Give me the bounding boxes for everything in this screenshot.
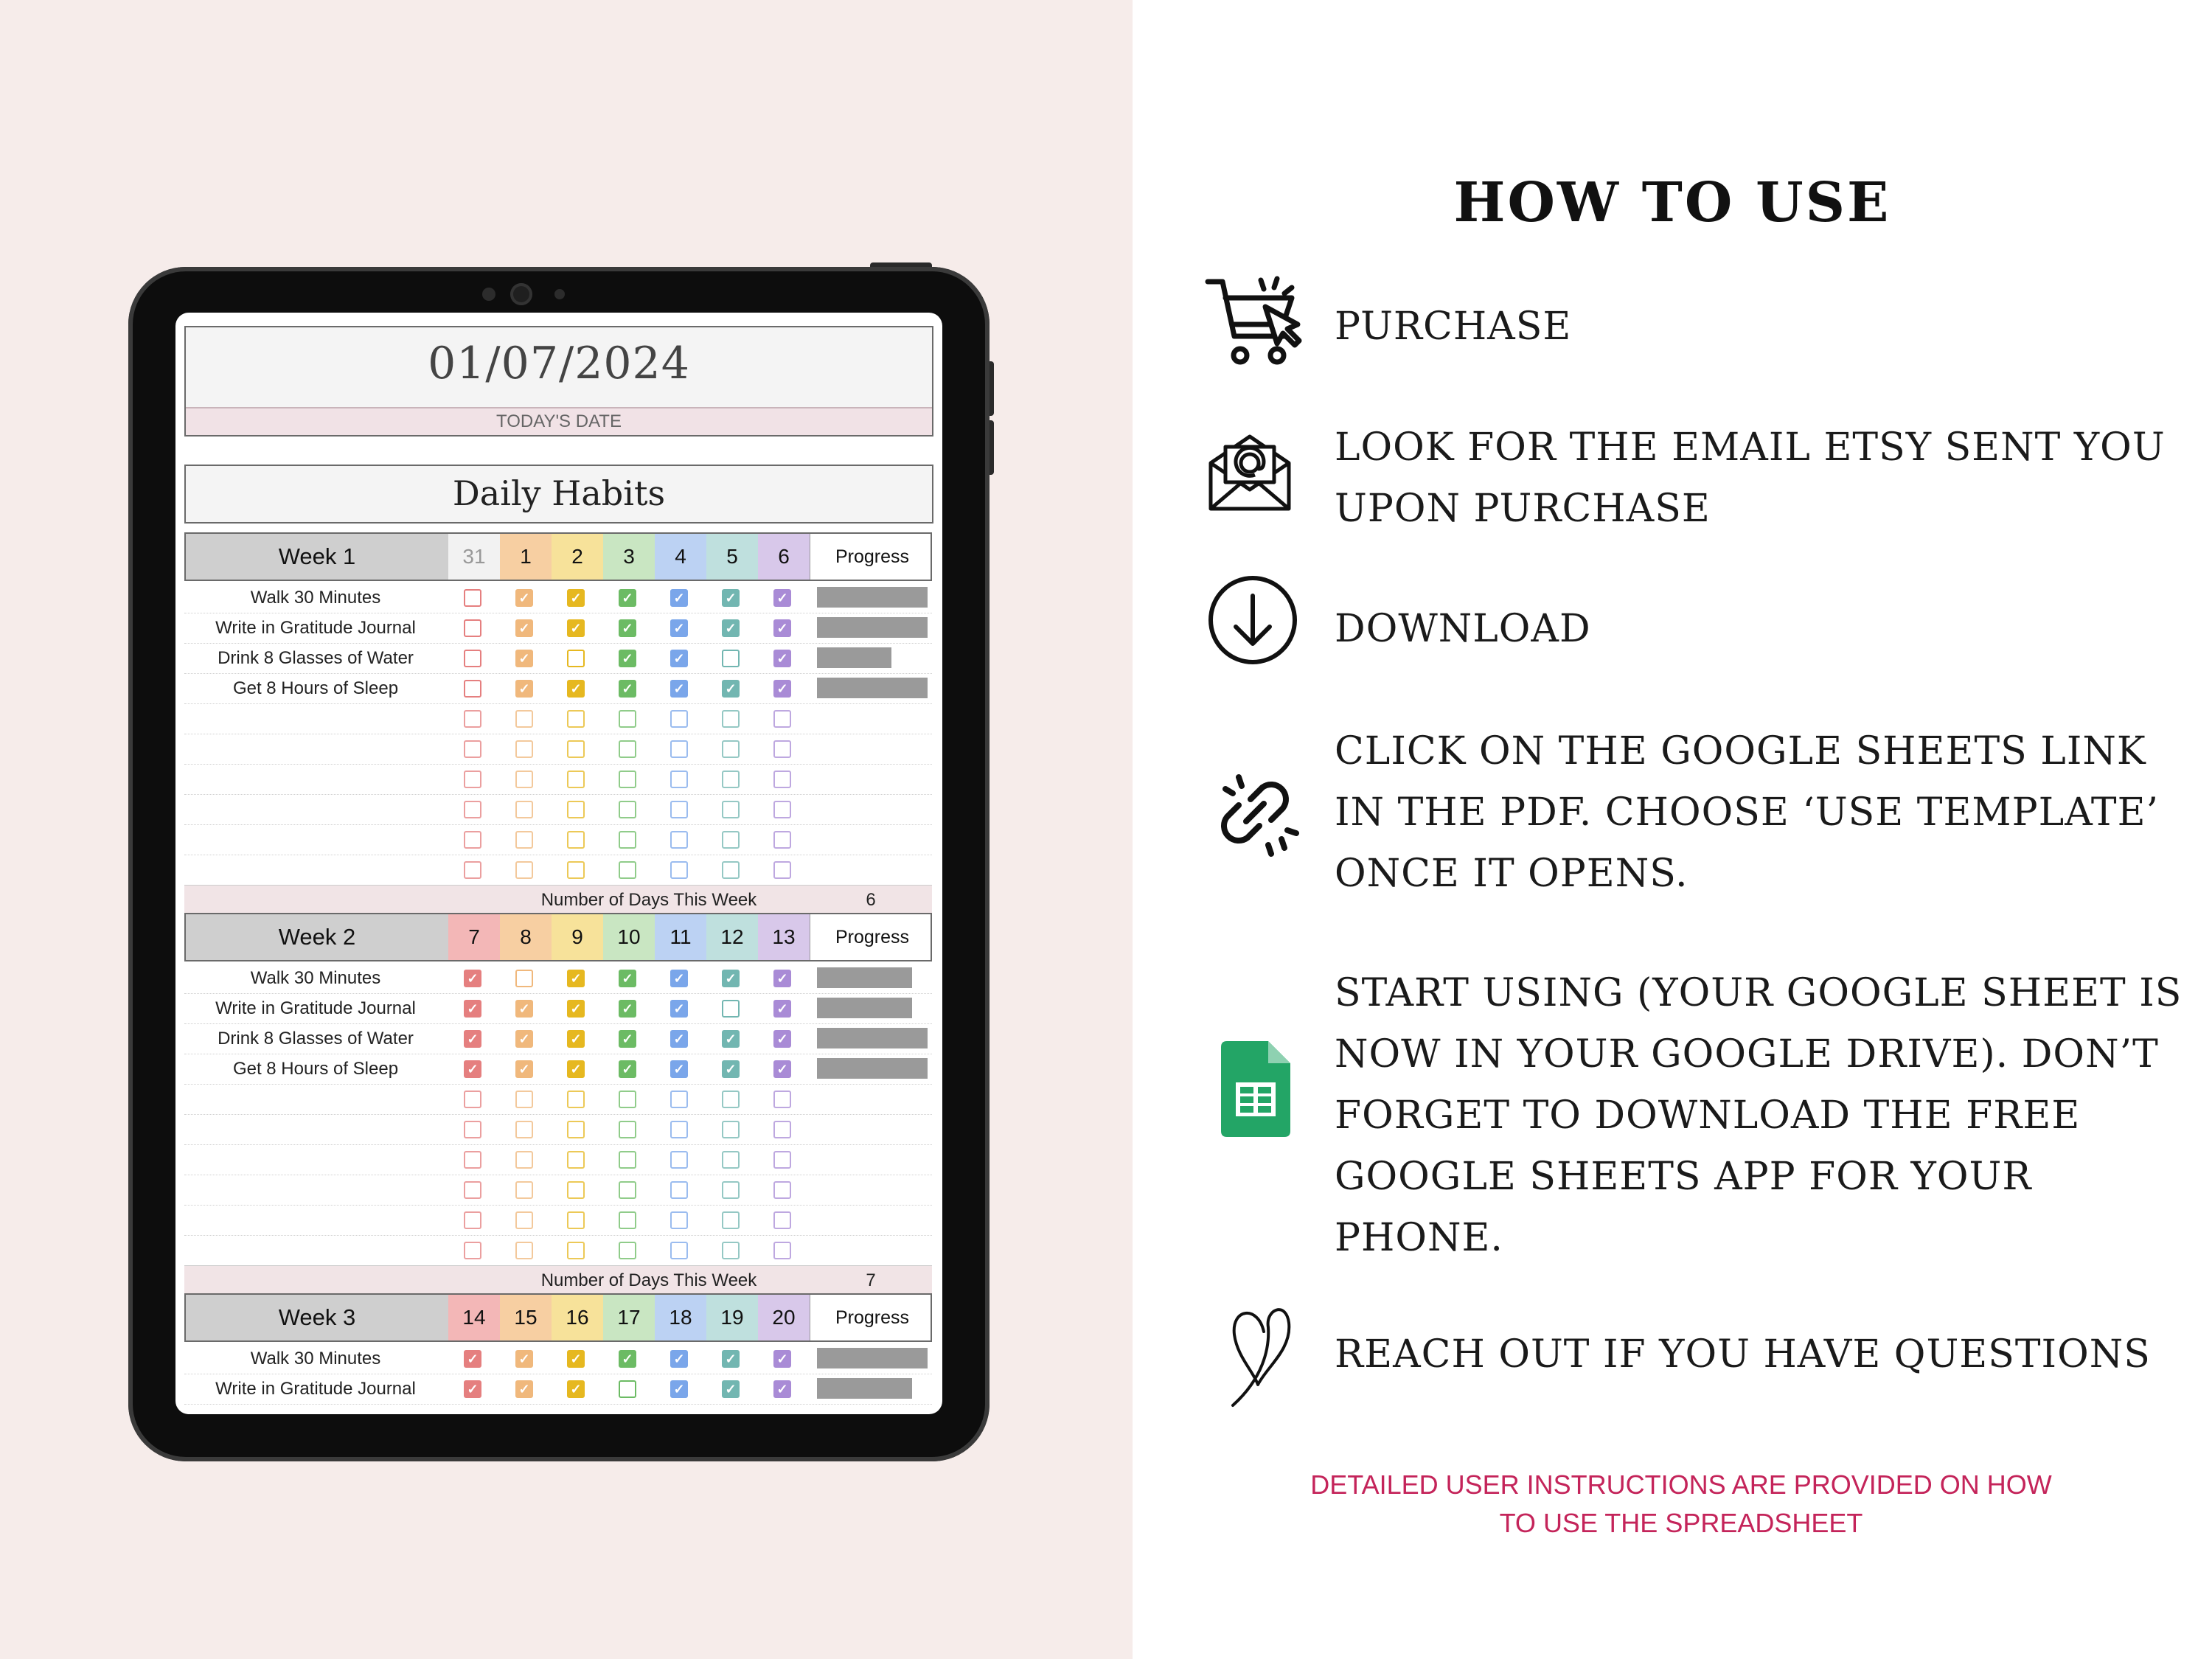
checkbox[interactable] — [464, 1211, 481, 1229]
habit-name[interactable]: Write in Gratitude Journal — [215, 1379, 416, 1399]
step-text: REACH OUT IF YOU HAVE QUESTIONS — [1335, 1332, 2151, 1377]
checkbox-checked[interactable]: ✓ — [464, 1030, 481, 1048]
checkbox[interactable] — [567, 801, 585, 818]
checkbox[interactable] — [722, 1151, 740, 1169]
checkbox[interactable] — [567, 1242, 585, 1259]
habit-row — [184, 993, 932, 1024]
checkbox-checked[interactable]: ✓ — [670, 1030, 688, 1048]
checkbox[interactable] — [773, 1242, 791, 1259]
checkbox-checked[interactable]: ✓ — [567, 1000, 585, 1018]
checkbox[interactable] — [619, 801, 636, 818]
checkbox-checked[interactable]: ✓ — [515, 619, 533, 637]
checkbox[interactable] — [515, 1121, 533, 1138]
checkbox[interactable] — [670, 861, 688, 879]
checkbox[interactable] — [464, 1181, 481, 1199]
habit-row — [184, 1175, 932, 1206]
link-icon — [1209, 767, 1301, 858]
checkbox-checked[interactable]: ✓ — [722, 1060, 740, 1078]
progress-bar — [817, 1378, 912, 1399]
habit-row — [184, 855, 932, 886]
habit-row — [184, 582, 932, 613]
checkbox[interactable] — [670, 710, 688, 728]
checkbox-checked[interactable]: ✓ — [515, 1000, 533, 1018]
checkbox-checked[interactable]: ✓ — [464, 1000, 481, 1018]
checkbox[interactable] — [619, 1151, 636, 1169]
week-header — [184, 532, 932, 581]
week-block — [184, 532, 932, 916]
step-text: LOOK FOR THE EMAIL ETSY SENT YOU UPON PURCHASE — [1335, 425, 2166, 531]
checkbox-checked[interactable]: ✓ — [722, 619, 740, 637]
checkbox[interactable] — [773, 861, 791, 879]
shopping-cart-icon — [1203, 273, 1312, 376]
checkbox-checked[interactable]: ✓ — [773, 1060, 791, 1078]
habit-row — [184, 703, 932, 734]
checkbox[interactable] — [670, 1181, 688, 1199]
day-header: 15 — [500, 1295, 552, 1340]
day-header: 17 — [603, 1295, 655, 1340]
checkbox[interactable] — [722, 1121, 740, 1138]
date-caption: TODAY'S DATE — [186, 407, 932, 435]
habit-name[interactable]: Walk 30 Minutes — [250, 588, 381, 608]
habit-row — [184, 613, 932, 644]
checkbox-checked[interactable]: ✓ — [567, 1060, 585, 1078]
checkbox-checked[interactable]: ✓ — [567, 680, 585, 698]
checkbox[interactable] — [567, 650, 585, 667]
week-label: Week 1 — [186, 534, 450, 580]
checkbox[interactable] — [515, 1211, 533, 1229]
day-header: 9 — [552, 914, 604, 960]
day-header: 14 — [448, 1295, 501, 1340]
day-header: 4 — [655, 534, 707, 580]
checkbox-checked[interactable]: ✓ — [567, 1350, 585, 1368]
todays-date[interactable]: 01/07/2024 — [428, 338, 690, 389]
checkbox[interactable] — [464, 861, 481, 879]
download-icon — [1206, 574, 1299, 667]
habit-row — [184, 1023, 932, 1054]
habit-row — [184, 643, 932, 674]
progress-bar — [817, 587, 928, 608]
checkbox[interactable] — [515, 740, 533, 758]
habit-row — [184, 1235, 932, 1266]
checkbox[interactable] — [722, 1181, 740, 1199]
checkbox-checked[interactable]: ✓ — [722, 1380, 740, 1398]
checkbox[interactable] — [773, 1151, 791, 1169]
checkbox-checked[interactable]: ✓ — [773, 619, 791, 637]
progress-bar — [817, 1348, 928, 1368]
progress-bar — [817, 678, 928, 698]
google-sheets-icon — [1221, 1041, 1290, 1137]
count-label: Number of Days This Week — [540, 890, 757, 910]
checkbox[interactable] — [773, 801, 791, 818]
count-value: 6 — [866, 890, 876, 910]
count-value: 7 — [866, 1270, 876, 1290]
camera-dot — [482, 288, 495, 301]
checkbox[interactable] — [670, 1151, 688, 1169]
checkbox-checked[interactable]: ✓ — [464, 970, 481, 987]
habit-row — [184, 734, 932, 765]
progress-bar — [817, 1028, 928, 1048]
checkbox[interactable] — [464, 831, 481, 849]
checkbox[interactable] — [722, 861, 740, 879]
checkbox[interactable] — [722, 650, 740, 667]
day-header: 2 — [552, 534, 604, 580]
camera-lens — [510, 283, 532, 305]
checkbox[interactable] — [515, 1091, 533, 1108]
habit-row — [184, 1144, 932, 1175]
checkbox[interactable] — [722, 1000, 740, 1018]
checkbox-checked[interactable]: ✓ — [773, 1000, 791, 1018]
checkbox[interactable] — [464, 771, 481, 788]
checkbox-checked[interactable]: ✓ — [722, 1350, 740, 1368]
spreadsheet-screen — [175, 313, 942, 1414]
checkbox[interactable] — [567, 1211, 585, 1229]
checkbox[interactable] — [722, 1091, 740, 1108]
habit-row — [184, 1084, 932, 1115]
checkbox-checked[interactable]: ✓ — [464, 1060, 481, 1078]
progress-header: Progress — [814, 914, 931, 960]
checkbox-checked[interactable]: ✓ — [670, 1380, 688, 1398]
checkbox[interactable] — [619, 1211, 636, 1229]
checkbox-checked[interactable]: ✓ — [515, 1350, 533, 1368]
checkbox-checked[interactable]: ✓ — [515, 680, 533, 698]
habit-row — [184, 1374, 932, 1405]
day-header: 6 — [758, 534, 810, 580]
day-header: 11 — [655, 914, 707, 960]
checkbox-checked[interactable]: ✓ — [619, 650, 636, 667]
checkbox[interactable] — [773, 1121, 791, 1138]
count-label: Number of Days This Week — [540, 1270, 757, 1290]
checkbox[interactable] — [464, 1242, 481, 1259]
checkbox-checked[interactable]: ✓ — [619, 619, 636, 637]
checkbox-checked[interactable]: ✓ — [567, 589, 585, 607]
checkbox[interactable] — [567, 771, 585, 788]
checkbox[interactable] — [670, 831, 688, 849]
checkbox[interactable] — [567, 831, 585, 849]
checkbox-checked[interactable]: ✓ — [619, 970, 636, 987]
checkbox-checked[interactable]: ✓ — [670, 970, 688, 987]
checkbox[interactable] — [619, 861, 636, 879]
checkbox-checked[interactable]: ✓ — [515, 1030, 533, 1048]
week-block — [184, 913, 932, 1296]
checkbox[interactable] — [567, 1151, 585, 1169]
checkbox-checked[interactable]: ✓ — [670, 1350, 688, 1368]
checkbox[interactable] — [515, 970, 533, 987]
checkbox[interactable] — [670, 740, 688, 758]
checkbox-checked[interactable]: ✓ — [515, 1380, 533, 1398]
checkbox-checked[interactable]: ✓ — [773, 970, 791, 987]
step-text: CLICK ON THE GOOGLE SHEETS LINK IN THE PDF. CHOOSE ‘USE TEMPLATE’ ONCE IT OPENS. — [1335, 729, 2160, 896]
checkbox[interactable] — [722, 710, 740, 728]
checkbox-checked[interactable]: ✓ — [619, 1000, 636, 1018]
progress-header: Progress — [814, 1295, 931, 1340]
checkbox[interactable] — [515, 831, 533, 849]
heart-icon — [1224, 1298, 1305, 1408]
checkbox[interactable] — [464, 680, 481, 698]
checkbox[interactable] — [567, 1091, 585, 1108]
checkbox[interactable] — [722, 801, 740, 818]
date-panel — [184, 326, 933, 437]
checkbox-checked[interactable]: ✓ — [722, 1030, 740, 1048]
checkbox[interactable] — [515, 801, 533, 818]
checkbox[interactable] — [464, 619, 481, 637]
checkbox[interactable] — [515, 861, 533, 879]
step-text: PURCHASE — [1335, 305, 1572, 349]
week-header — [184, 913, 932, 961]
checkbox-checked[interactable]: ✓ — [773, 650, 791, 667]
step-text: DOWNLOAD — [1335, 607, 1591, 651]
checkbox[interactable] — [464, 1151, 481, 1169]
checkbox-checked[interactable]: ✓ — [773, 589, 791, 607]
day-header: 8 — [500, 914, 552, 960]
checkbox-checked[interactable]: ✓ — [619, 1060, 636, 1078]
step-text: START USING (YOUR GOOGLE SHEET IS NOW IN YOUR GOOGLE DRIVE). DON’T FORGET TO DOWNLOAD THE FREE GOOGLE SHEETS APP FOR YOUR PHONE. — [1335, 971, 2183, 1260]
habit-row — [184, 1054, 932, 1085]
sensor-dot — [554, 289, 565, 299]
day-header: 5 — [706, 534, 759, 580]
habits-header — [184, 465, 933, 524]
checkbox-checked[interactable]: ✓ — [567, 970, 585, 987]
checkbox[interactable] — [619, 1242, 636, 1259]
checkbox[interactable] — [515, 710, 533, 728]
week-label: Week 2 — [186, 914, 450, 960]
checkbox-checked[interactable]: ✓ — [773, 1350, 791, 1368]
day-header: 19 — [706, 1295, 759, 1340]
habit-name[interactable]: Write in Gratitude Journal — [215, 618, 416, 638]
checkbox[interactable] — [773, 710, 791, 728]
checkbox[interactable] — [464, 650, 481, 667]
habit-row — [184, 1343, 932, 1374]
sheet-title: Daily Habits — [452, 473, 666, 513]
checkbox-checked[interactable]: ✓ — [773, 1030, 791, 1048]
checkbox[interactable] — [567, 710, 585, 728]
progress-bar — [817, 998, 912, 1018]
checkbox-checked[interactable]: ✓ — [773, 1380, 791, 1398]
checkbox-checked[interactable]: ✓ — [619, 680, 636, 698]
progress-bar — [817, 967, 912, 988]
checkbox[interactable] — [619, 1091, 636, 1108]
week-label: Week 3 — [186, 1295, 450, 1340]
checkbox[interactable] — [515, 1242, 533, 1259]
progress-header: Progress — [814, 534, 931, 580]
checkbox[interactable] — [670, 801, 688, 818]
day-header: 18 — [655, 1295, 707, 1340]
checkbox[interactable] — [464, 801, 481, 818]
checkbox[interactable] — [567, 1181, 585, 1199]
progress-bar — [817, 647, 891, 668]
checkbox-checked[interactable]: ✓ — [722, 970, 740, 987]
checkbox-checked[interactable]: ✓ — [567, 1380, 585, 1398]
checkbox[interactable] — [515, 1181, 533, 1199]
week-count-row — [184, 885, 932, 915]
week-header — [184, 1293, 932, 1342]
checkbox[interactable] — [464, 1121, 481, 1138]
checkbox[interactable] — [619, 1380, 636, 1398]
checkbox[interactable] — [670, 1242, 688, 1259]
checkbox-checked[interactable]: ✓ — [515, 1060, 533, 1078]
checkbox[interactable] — [619, 740, 636, 758]
checkbox-checked[interactable]: ✓ — [619, 1350, 636, 1368]
checkbox-checked[interactable]: ✓ — [619, 1030, 636, 1048]
day-header: 13 — [758, 914, 810, 960]
checkbox[interactable] — [464, 589, 481, 607]
progress-bar — [817, 617, 928, 638]
checkbox[interactable] — [773, 831, 791, 849]
habit-name[interactable]: Write in Gratitude Journal — [215, 998, 416, 1018]
checkbox[interactable] — [567, 740, 585, 758]
habit-row — [184, 824, 932, 855]
day-header: 20 — [758, 1295, 810, 1340]
habit-row — [184, 764, 932, 795]
checkbox-checked[interactable]: ✓ — [515, 589, 533, 607]
habit-name[interactable]: Drink 8 Glasses of Water — [218, 648, 414, 668]
day-header: 3 — [603, 534, 655, 580]
progress-bar — [817, 1058, 928, 1079]
checkbox-checked[interactable]: ✓ — [670, 680, 688, 698]
week-block — [184, 1293, 932, 1414]
checkbox[interactable] — [722, 740, 740, 758]
checkbox[interactable] — [515, 771, 533, 788]
checkbox[interactable] — [619, 831, 636, 849]
checkbox-checked[interactable]: ✓ — [464, 1350, 481, 1368]
habit-name[interactable]: Get 8 Hours of Sleep — [232, 1059, 399, 1079]
checkbox[interactable] — [722, 1211, 740, 1229]
habit-name[interactable]: Walk 30 Minutes — [250, 1349, 381, 1368]
checkbox-checked[interactable]: ✓ — [567, 619, 585, 637]
instructions-title: HOW TO USE — [1453, 171, 1891, 234]
checkbox-checked[interactable]: ✓ — [670, 1060, 688, 1078]
checkbox[interactable] — [670, 771, 688, 788]
email-icon — [1206, 428, 1293, 515]
checkbox[interactable] — [567, 861, 585, 879]
checkbox-checked[interactable]: ✓ — [464, 1380, 481, 1398]
checkbox-checked[interactable]: ✓ — [670, 1000, 688, 1018]
day-header: 16 — [552, 1295, 604, 1340]
habit-row — [184, 1205, 932, 1236]
habit-row — [184, 963, 932, 994]
checkbox[interactable] — [619, 710, 636, 728]
checkbox[interactable] — [670, 1091, 688, 1108]
checkbox[interactable] — [515, 1151, 533, 1169]
week-count-row — [184, 1265, 932, 1295]
day-header: 12 — [706, 914, 759, 960]
checkbox-checked[interactable]: ✓ — [670, 589, 688, 607]
day-header: 10 — [603, 914, 655, 960]
checkbox[interactable] — [464, 740, 481, 758]
habit-name[interactable]: Get 8 Hours of Sleep — [232, 678, 399, 698]
checkbox-checked[interactable]: ✓ — [619, 589, 636, 607]
checkbox[interactable] — [773, 740, 791, 758]
day-header: 31 — [448, 534, 501, 580]
checkbox[interactable] — [722, 1242, 740, 1259]
checkbox[interactable] — [773, 1091, 791, 1108]
checkbox[interactable] — [773, 1181, 791, 1199]
checkbox[interactable] — [773, 1211, 791, 1229]
checkbox-checked[interactable]: ✓ — [670, 619, 688, 637]
habit-row — [184, 673, 932, 704]
checkbox-checked[interactable]: ✓ — [722, 680, 740, 698]
habit-name[interactable]: Walk 30 Minutes — [250, 968, 381, 988]
checkbox-checked[interactable]: ✓ — [515, 650, 533, 667]
checkbox[interactable] — [464, 710, 481, 728]
checkbox[interactable] — [722, 831, 740, 849]
checkbox-checked[interactable]: ✓ — [670, 650, 688, 667]
habit-name[interactable]: Drink 8 Glasses of Water — [218, 1029, 414, 1048]
checkbox[interactable] — [670, 1121, 688, 1138]
instructions-note: DETAILED USER INSTRUCTIONS ARE PROVIDED ON HOW TO USE THE SPREADSHEET — [1310, 1470, 2052, 1538]
checkbox-checked[interactable]: ✓ — [567, 1030, 585, 1048]
checkbox[interactable] — [773, 771, 791, 788]
checkbox[interactable] — [722, 771, 740, 788]
checkbox[interactable] — [619, 1181, 636, 1199]
day-header: 1 — [500, 534, 552, 580]
checkbox[interactable] — [567, 1121, 585, 1138]
checkbox[interactable] — [670, 1211, 688, 1229]
checkbox-checked[interactable]: ✓ — [722, 589, 740, 607]
day-header: 7 — [448, 914, 501, 960]
checkbox-checked[interactable]: ✓ — [773, 680, 791, 698]
habit-row — [184, 794, 932, 825]
checkbox[interactable] — [619, 771, 636, 788]
checkbox[interactable] — [619, 1121, 636, 1138]
checkbox[interactable] — [464, 1091, 481, 1108]
habit-row — [184, 1114, 932, 1145]
